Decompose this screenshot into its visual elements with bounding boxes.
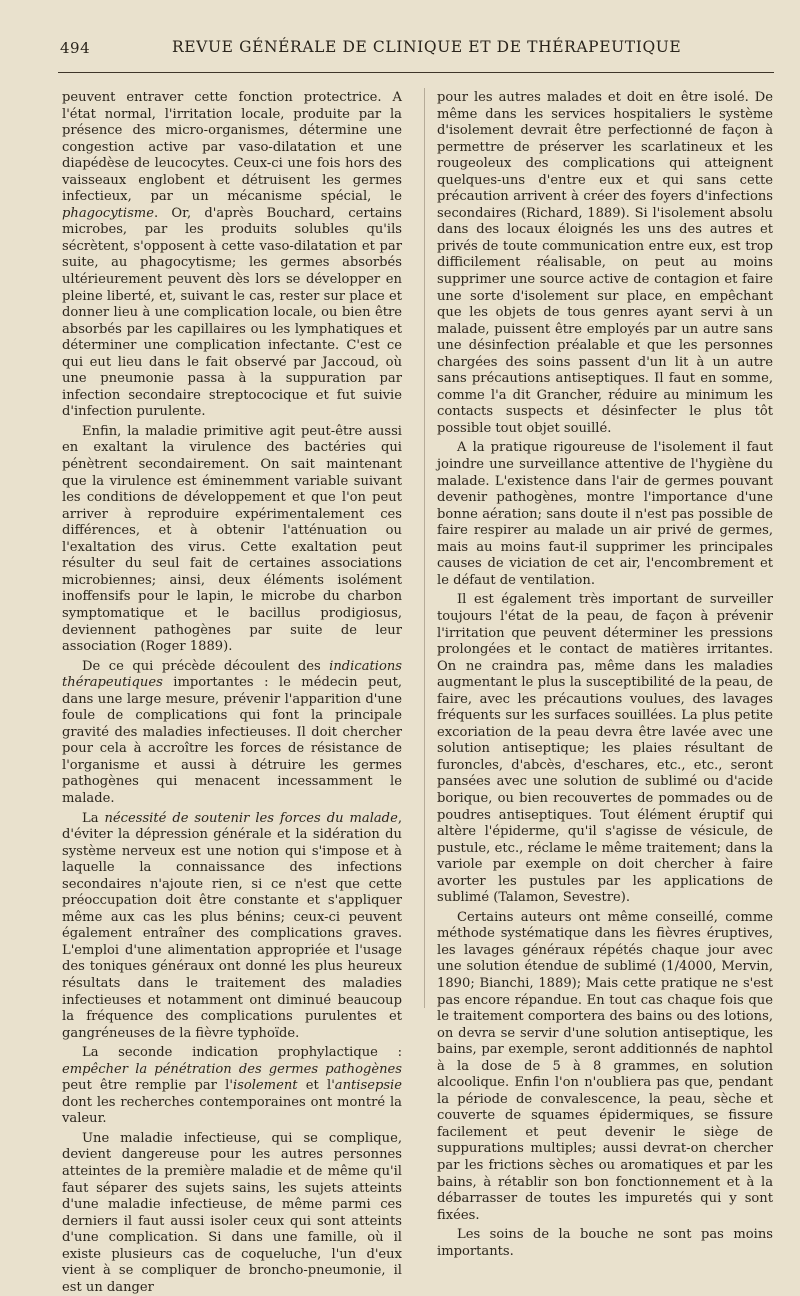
paragraph: A la pratique rigoureuse de l'isolement il faut joindre une surveillance attentive de l'hygiène du malade. L'existence dans l'air de germes pouvant devenir pathogènes, montre l'importance d'une bonne aération; sans doute il n'est pas possible de faire respirer au malade un air privé de germes, mais au moins faut-il supprimer les principales causes de viciation de cet air, l'encombrement et le défaut de ventilation. (437, 440, 773, 588)
paragraph (62, 1045, 402, 1128)
text-run: peut être remplie par l' (62, 1078, 233, 1094)
header-rule (58, 72, 774, 73)
paragraph (62, 90, 402, 421)
paragraph: Certains auteurs ont même conseillé, comme méthode systématique dans les fièvres éruptives, les lavages généraux répétés chaque jour avec une solution étendue de sublimé (1/4000, Mervin, 1890; Bianchi, 1889); Mais cette pratique ne s'est pas encore répandue. En tout cas chaque fois que le traitement comportera des bains ou des lotions, on devra se servir d'une solution antiseptique, les bains, par exemple, seront additionnés de naphtol à la dose de 5 à 8 grammes, en solution alcoolique. Enfin l'on n'oubliera pas que, pendant la période de convalescence, la peau, sèche et couverte de squames épidermiques, se fissure facilement et peut devenir le siège de suppurations multiples; aussi devrat-on chercher par les frictions sèches ou aromatiques et par les bains, à rétablir son bon fonctionnement et à la débarrasser de toutes les impuretés qui y sont fixées. (437, 909, 773, 1223)
text-run: . Or, d'après Bouchard, certains microbes, par les produits solubles qu'ils sécrètent, s'opposent à cette vaso-dilatation et par suite, au phagocytisme; les germes absorbés ultérieurement peuvent dès lors se développer en pleine liberté, et, suivant le cas, rester sur place et donner lieu à une complication locale, ou bien être absorbés par les capillaires ou les lymphatiques et déterminer une complication infectante. C'est ce qui eut lieu dans le fait observé par Jaccoud, où une pneumonie passa à la suppuration par infection secondaire streptococique et fut suivie d'infection purulente. (62, 205, 402, 420)
paragraph: Enfin, la maladie primitive agit peut-être aussi en exaltant la virulence des bactéries qui pénètrent secondairement. On sait maintenant que la virulence est éminemment variable suivant les conditions de développement et que l'on peut arriver à reproduire expérimentalement ces différences, et à obtenir l'atténuation ou l'exaltation des virus. Cette exaltation peut résulter du seul fait de certaines associations microbiennes; ainsi, deux éléments isolément inoffensifs pour le lapin, le microbe du charbon symptomatique et le bacillus prodigiosus, deviennent pathogènes par suite de leur association (Roger 1889). (62, 423, 402, 655)
page-header (60, 36, 760, 64)
text-run: importantes : le médecin peut, dans une large mesure, prévenir l'apparition d'une foule de complications qui font la principale gravité des maladies infectieuses. Il doit chercher pour cela à accroître les forces de résistance de l'organisme et aussi à détruire les germes pathogènes qui menacent incessamment le malade. (62, 675, 402, 806)
text-run: dont les recherches contemporaines ont montré la valeur. (62, 1094, 402, 1127)
italic-term: indications thérapeutiques (62, 658, 402, 691)
paragraph: Les soins de la bouche ne sont pas moins importants. (437, 1227, 773, 1259)
italic-term: phagocytisme (62, 205, 154, 221)
italic-term: isolement (232, 1078, 298, 1094)
text-run: De ce qui précède découlent des (82, 658, 330, 674)
column-divider (424, 88, 425, 1008)
text-run: La seconde indication prophylactique : (82, 1045, 402, 1061)
paragraph (62, 811, 402, 1043)
italic-term: antisepsie (334, 1078, 402, 1094)
paragraph: pour les autres malades et doit en être isolé. De même dans les services hospitaliers le système d'isolement devrait être perfectionné de façon à permettre de préserver les scarlatineux et les rougeoleux des complications qui atteignent quelques-uns d'entre eux et qui sans cette précaution arrivent à créer des foyers d'infections secondaires (Richard, 1889). Si l'isolement absolu dans des locaux éloignés les uns des autres et privés de toute communication entre eux, est trop difficilement réalisable, on peut au moins supprimer une source active de contagion et faire une sorte d'isolement sur place, en empêchant que les objets de tous genres ayant servi à un malade, puissent être employés par un autre sans une désinfection préalable et que les personnes chargées des soins passent d'un lit à un autre sans précautions antiseptiques. Il faut en somme, comme l'a dit Grancher, réduire au minimum les contacts suspects et désinfecter le plus tôt possible tout objet souillé. (437, 90, 773, 436)
left-column (62, 90, 402, 1296)
right-column (437, 90, 773, 1260)
page-number: 494 (60, 39, 91, 57)
text-run: et l' (297, 1078, 335, 1094)
italic-term: nécessité de soutenir les forces du malade (104, 810, 398, 826)
paragraph (62, 659, 402, 808)
paragraph: Une maladie infectieuse, qui se complique, devient dangereuse pour les autres personnes atteintes de la première maladie et de même qu'il faut séparer des sujets sains, les sujets atteints d'une maladie infectieuse, de même parmi ces derniers il faut aussi isoler ceux qui sont atteints d'une complication. Si dans une famille, où il existe plusieurs cas de coqueluche, l'un d'eux vient à se compliquer de broncho-pneumonie, il est un danger (62, 1130, 402, 1295)
running-title: REVUE GÉNÉRALE DE CLINIQUE ET DE THÉRAPEUTIQUE (172, 38, 682, 56)
text-run: , d'éviter la dépression générale et la sidération du système nerveux est une notion qui s'impose et à laquelle la connaissance des infections secondaires n'ajoute rien, si ce n'est que cette préoccupation doit être constante et s'appliquer même aux cas les plus bénins; ceux-ci peuvent également entraîner des complications graves. L'emploi d'une alimentation appropriée et l'usage des toniques généraux ont donné les plus heureux résultats dans le traitement des maladies infectieuses et notamment ont diminué beaucoup la fréquence des complications purulentes et gangréneuses de la fièvre typhoïde. (62, 810, 402, 1041)
text-run: La (82, 810, 105, 826)
paragraph: Il est également très important de surveiller toujours l'état de la peau, de façon à prévenir l'irritation que peuvent déterminer les pressions prolongées et le contact de matières irritantes. On ne craindra pas, même dans les maladies augmentant le plus la susceptibilité de la peau, de faire, avec les précautions voulues, des lavages fréquents sur les surfaces souillées. La plus petite excoriation de la peau devra être lavée avec une solution antiseptique; les plaies résultant de furoncles, d'abcès, d'eschares, etc., etc., seront pansées avec une solution de sublimé ou d'acide borique, ou bien recouvertes de pommades ou de poudres antiseptiques. Tout élément éruptif qui altère l'épiderme, qu'il s'agisse de vésicule, de pustule, etc., réclame le même traitement; dans la variole par exemple on doit chercher à faire avorter les pustules par les applications de sublimé (Talamon, Sevestre). (437, 592, 773, 906)
italic-term: empêcher la pénétration des germes pathogènes (62, 1061, 402, 1077)
text-run: peuvent entraver cette fonction protectrice. A l'état normal, l'irritation locale, produite par la présence des micro-organismes, détermine une congestion active par vaso-dilatation et une diapédèse de leucocytes. Ceux-ci une fois hors des vaisseaux englobent et détruisent les germes infectieux, par un mécanisme spécial, le (62, 90, 402, 205)
